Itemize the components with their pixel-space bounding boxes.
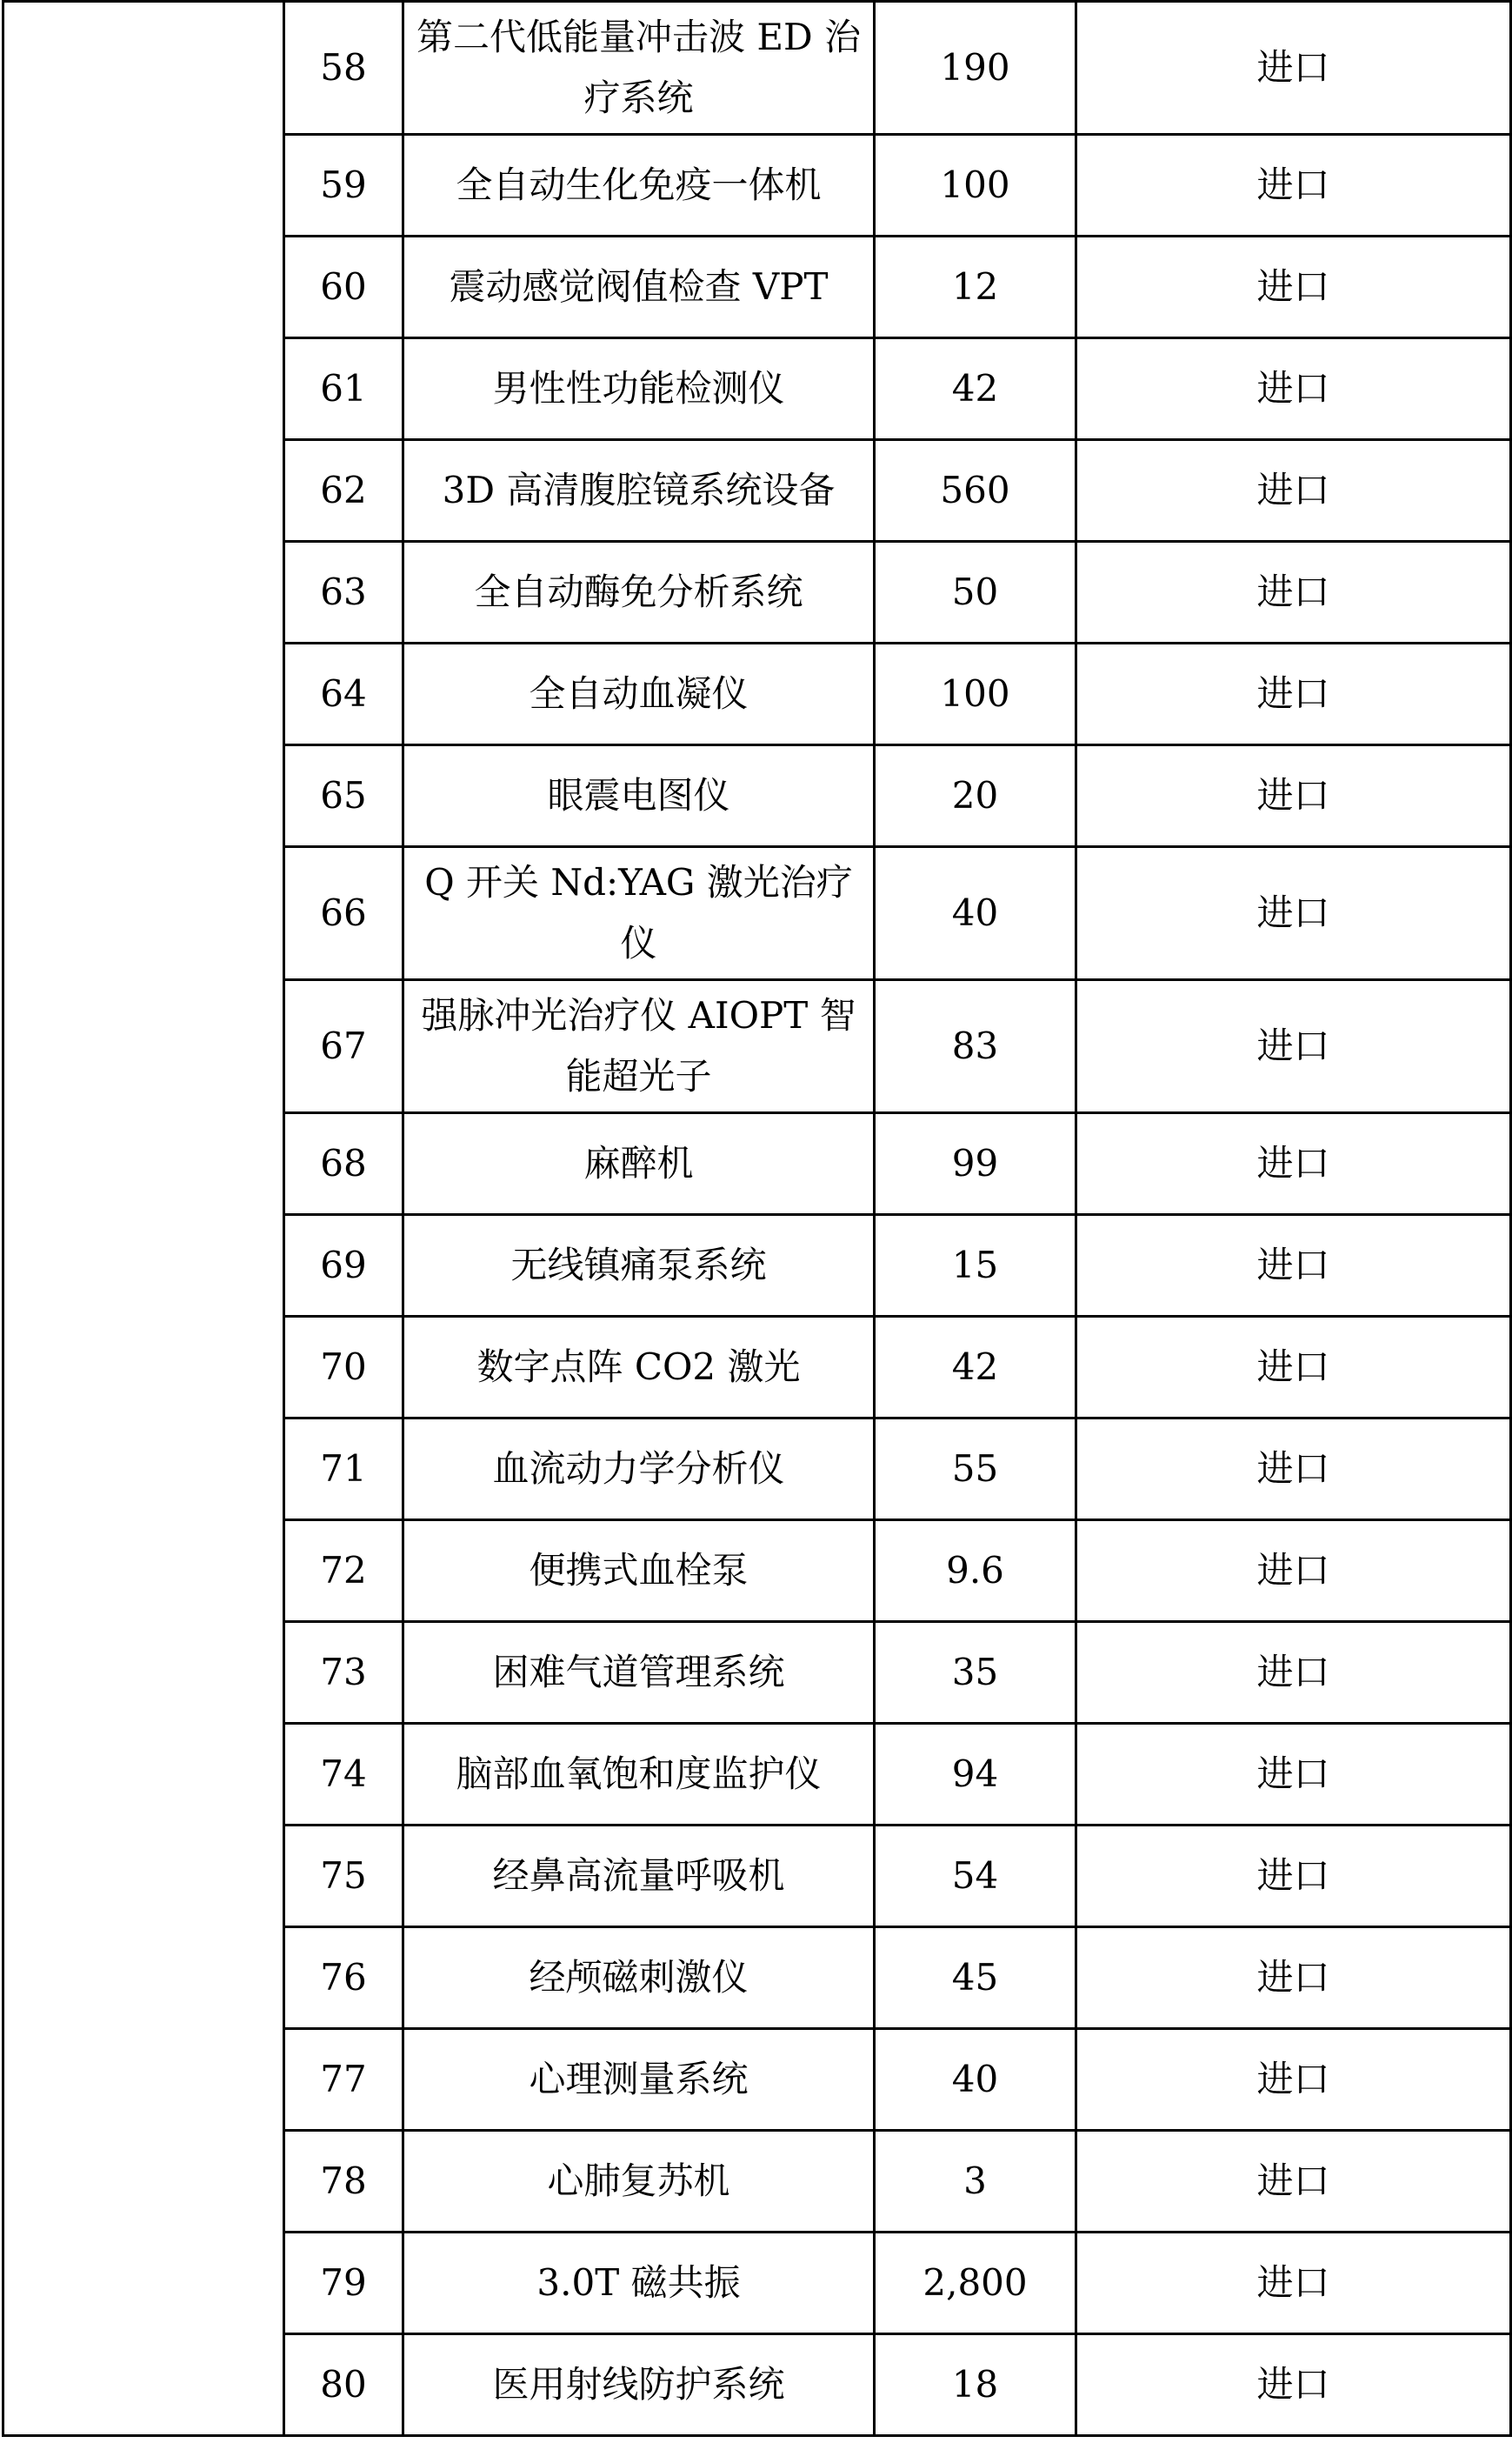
- source-cell: 进口: [1076, 1418, 1511, 1520]
- row-number-cell: 61: [284, 338, 403, 440]
- row-number-cell: 77: [284, 2029, 403, 2131]
- source-cell: 进口: [1076, 1724, 1511, 1826]
- quantity-cell: 2,800: [875, 2233, 1076, 2334]
- row-number-cell: 79: [284, 2233, 403, 2334]
- source-cell: 进口: [1076, 1317, 1511, 1418]
- equipment-table-body: [3, 2, 1511, 2436]
- source-cell: 进口: [1076, 1826, 1511, 1927]
- equipment-table: [2, 0, 1512, 2437]
- equipment-name-cell: 第二代低能量冲击波 ED 治疗系统: [403, 2, 875, 135]
- quantity-cell: 83: [875, 980, 1076, 1113]
- quantity-cell: 9.6: [875, 1520, 1076, 1622]
- source-cell: 进口: [1076, 135, 1511, 237]
- source-cell: 进口: [1076, 1622, 1511, 1724]
- quantity-cell: 100: [875, 644, 1076, 745]
- equipment-name-cell: 3.0T 磁共振: [403, 2233, 875, 2334]
- quantity-cell: 40: [875, 847, 1076, 980]
- row-number-cell: 74: [284, 1724, 403, 1826]
- quantity-cell: 42: [875, 338, 1076, 440]
- row-number-cell: 60: [284, 237, 403, 338]
- equipment-name-cell: 全自动生化免疫一体机: [403, 135, 875, 237]
- equipment-name-cell: 心理测量系统: [403, 2029, 875, 2131]
- quantity-cell: 45: [875, 1927, 1076, 2029]
- quantity-cell: 54: [875, 1826, 1076, 1927]
- row-number-cell: 59: [284, 135, 403, 237]
- row-number-cell: 64: [284, 644, 403, 745]
- equipment-name-cell: 困难气道管理系统: [403, 1622, 875, 1724]
- row-number-cell: 75: [284, 1826, 403, 1927]
- equipment-name-cell: 麻醉机: [403, 1113, 875, 1215]
- row-number-cell: 78: [284, 2131, 403, 2233]
- row-number-cell: 62: [284, 440, 403, 542]
- quantity-cell: 94: [875, 1724, 1076, 1826]
- quantity-cell: 50: [875, 542, 1076, 644]
- source-cell: 进口: [1076, 1215, 1511, 1317]
- row-number-cell: 68: [284, 1113, 403, 1215]
- equipment-name-cell: 男性性功能检测仪: [403, 338, 875, 440]
- equipment-name-cell: 心肺复苏机: [403, 2131, 875, 2233]
- row-number-cell: 58: [284, 2, 403, 135]
- equipment-name-cell: 全自动酶免分析系统: [403, 542, 875, 644]
- equipment-name-cell: 无线镇痛泵系统: [403, 1215, 875, 1317]
- source-cell: 进口: [1076, 338, 1511, 440]
- quantity-cell: 18: [875, 2334, 1076, 2436]
- source-cell: 进口: [1076, 2334, 1511, 2436]
- source-cell: 进口: [1076, 440, 1511, 542]
- equipment-name-cell: 数字点阵 CO2 激光: [403, 1317, 875, 1418]
- quantity-cell: 12: [875, 237, 1076, 338]
- equipment-name-cell: 震动感觉阀值检查 VPT: [403, 237, 875, 338]
- row-number-cell: 73: [284, 1622, 403, 1724]
- row-number-cell: 80: [284, 2334, 403, 2436]
- source-cell: 进口: [1076, 1113, 1511, 1215]
- quantity-cell: 40: [875, 2029, 1076, 2131]
- equipment-name-cell: 全自动血凝仪: [403, 644, 875, 745]
- quantity-cell: 560: [875, 440, 1076, 542]
- quantity-cell: 15: [875, 1215, 1076, 1317]
- quantity-cell: 190: [875, 2, 1076, 135]
- source-cell: 进口: [1076, 745, 1511, 847]
- source-cell: 进口: [1076, 2029, 1511, 2131]
- equipment-name-cell: 强脉冲光治疗仪 AIOPT 智能超光子: [403, 980, 875, 1113]
- row-number-cell: 76: [284, 1927, 403, 2029]
- quantity-cell: 55: [875, 1418, 1076, 1520]
- source-cell: 进口: [1076, 2233, 1511, 2334]
- equipment-name-cell: 医用射线防护系统: [403, 2334, 875, 2436]
- quantity-cell: 3: [875, 2131, 1076, 2233]
- source-cell: 进口: [1076, 542, 1511, 644]
- row-number-cell: 65: [284, 745, 403, 847]
- equipment-name-cell: 经颅磁刺激仪: [403, 1927, 875, 2029]
- source-cell: 进口: [1076, 644, 1511, 745]
- equipment-name-cell: 便携式血栓泵: [403, 1520, 875, 1622]
- row-number-cell: 67: [284, 980, 403, 1113]
- quantity-cell: 20: [875, 745, 1076, 847]
- equipment-name-cell: Q 开关 Nd:YAG 激光治疗仪: [403, 847, 875, 980]
- equipment-name-cell: 经鼻高流量呼吸机: [403, 1826, 875, 1927]
- equipment-name-cell: 血流动力学分析仪: [403, 1418, 875, 1520]
- equipment-name-cell: 脑部血氧饱和度监护仪: [403, 1724, 875, 1826]
- row-number-cell: 72: [284, 1520, 403, 1622]
- category-cell: [3, 2, 284, 2436]
- quantity-cell: 42: [875, 1317, 1076, 1418]
- quantity-cell: 99: [875, 1113, 1076, 1215]
- row-number-cell: 66: [284, 847, 403, 980]
- source-cell: 进口: [1076, 1927, 1511, 2029]
- table-row: [3, 2, 1511, 135]
- quantity-cell: 100: [875, 135, 1076, 237]
- row-number-cell: 70: [284, 1317, 403, 1418]
- quantity-cell: 35: [875, 1622, 1076, 1724]
- source-cell: 进口: [1076, 847, 1511, 980]
- equipment-name-cell: 眼震电图仪: [403, 745, 875, 847]
- row-number-cell: 71: [284, 1418, 403, 1520]
- row-number-cell: 69: [284, 1215, 403, 1317]
- equipment-name-cell: 3D 高清腹腔镜系统设备: [403, 440, 875, 542]
- source-cell: 进口: [1076, 2131, 1511, 2233]
- source-cell: 进口: [1076, 2, 1511, 135]
- source-cell: 进口: [1076, 980, 1511, 1113]
- source-cell: 进口: [1076, 1520, 1511, 1622]
- row-number-cell: 63: [284, 542, 403, 644]
- source-cell: 进口: [1076, 237, 1511, 338]
